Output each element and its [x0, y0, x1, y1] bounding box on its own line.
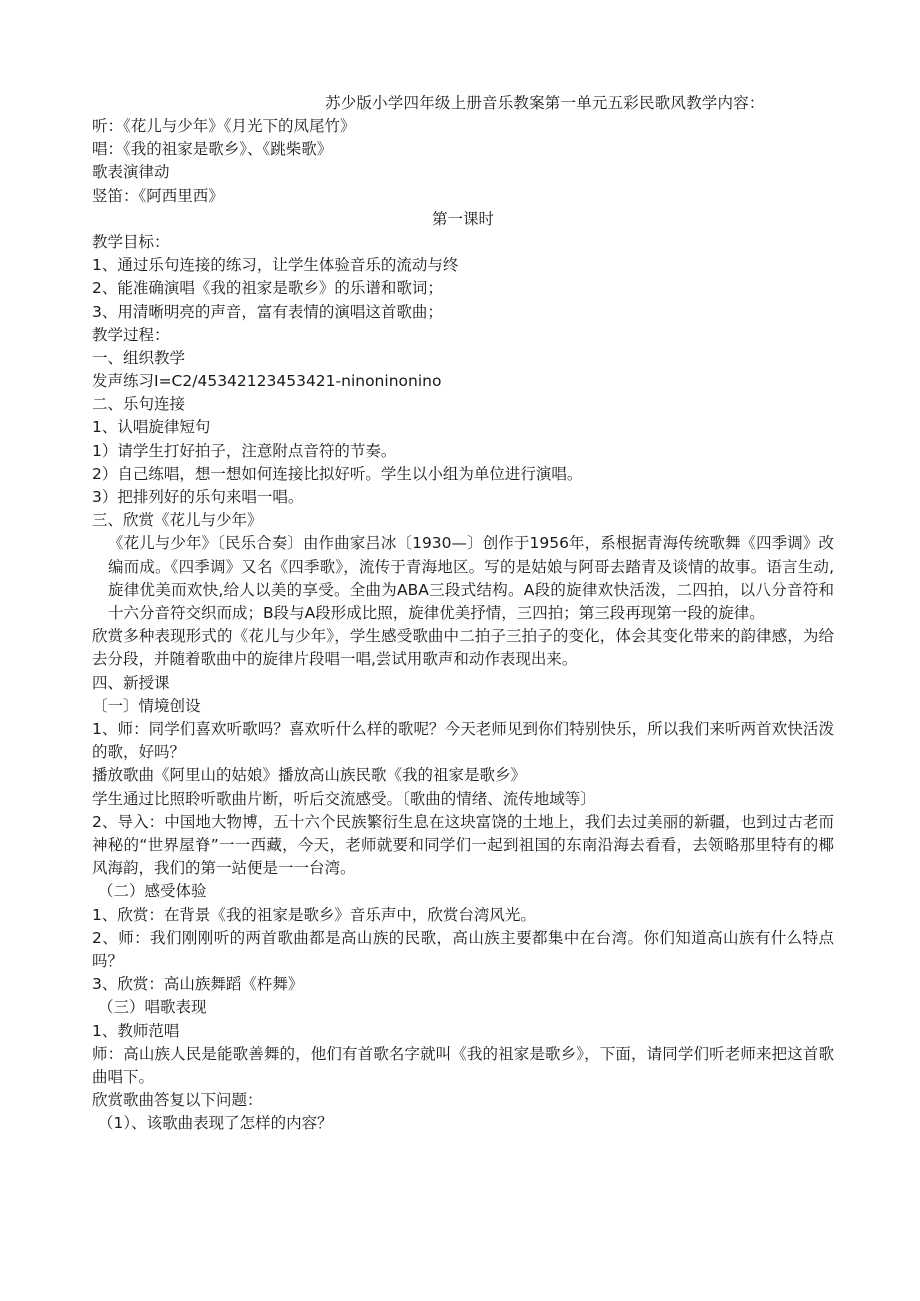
process-heading: 教学过程：	[92, 325, 170, 344]
lesson-title: 第一课时	[431, 209, 494, 228]
list-item: 2）自己练唱，想一想如何连接比拟好听。学生以小组为单位进行演唱。	[92, 464, 583, 483]
paragraph: 欣赏歌曲答复以下问题：	[92, 1091, 263, 1110]
subsection-heading: 〔一〕情境创设	[92, 696, 201, 715]
sing-line: 唱：《我的祖家是歌乡》、《跳柴歌》	[92, 140, 333, 159]
goal-item: 1、通过乐句连接的练习，让学生体验音乐的流动与终	[92, 256, 459, 275]
goal-item: 3、用清晰明亮的声音，富有表情的演唱这首歌曲；	[92, 302, 443, 321]
goal-item: 2、能准确演唱《我的祖家是歌乡》的乐谱和歌词；	[92, 279, 443, 298]
goals-heading: 教学目标：	[92, 232, 170, 251]
paragraph: 1、教师范唱	[92, 1021, 180, 1040]
paragraph: （1）、该歌曲表现了怎样的内容？	[98, 1114, 333, 1133]
paragraph: 1、欣赏：在背景《我的祖家是歌乡》音乐声中，欣赏台湾风光。	[92, 905, 536, 924]
paragraph: 师：高山族人民是能歌善舞的，他们有首歌名字就叫《我的祖家是歌乡》，下面，请同学们听老师来把这首歌曲唱下。	[92, 1044, 834, 1086]
list-item: 1、认唱旋律短句	[92, 418, 211, 437]
list-item: 1）请学生打好拍子，注意附点音符的节奏。	[92, 441, 397, 460]
paragraph: 播放歌曲《阿里山的姑娘》播放高山族民歌《我的祖家是歌乡》	[92, 766, 527, 785]
list-item: 3）把排列好的乐句来唱一唱。	[92, 488, 304, 506]
paragraph: 1、师：同学们喜欢听歌吗？喜欢听什么样的歌呢？今天老师见到你们特别快乐，所以我们来听两首欢快活泼的歌，好吗？	[92, 719, 834, 762]
vocal-practice: 发声练习I=C2/45342123453421-ninoninonino	[92, 372, 442, 391]
listen-line: 听：《花儿与少年》《月光下的凤尾竹》	[92, 117, 356, 135]
section-heading: 一、组织教学	[92, 348, 186, 367]
section-heading: 二、乐句连接	[92, 395, 186, 414]
section-heading: 三、欣赏《花儿与少年》	[92, 511, 263, 530]
paragraph: 2、导入：中国地大物博，五十六个民族繁衍生息在这块富饶的土地上，我们去过美丽的新疆，也到过古老而神秘的“世界屋脊”一一西藏，今天，老师就要和同学们一起到祖国的东南沿海去看看，去领略那里特有的椰风海韵，我们的第一站便是一一台湾。	[92, 812, 834, 878]
paragraph: 欣赏多种表现形式的《花儿与少年》，学生感受歌曲中二拍子三拍子的变化，体会其变化带来的韵律感，为给去分段，并随着歌曲中的旋律片段唱一唱,尝试用歌声和动作表现出来。	[92, 627, 834, 669]
subsection-heading: （三）唱歌表现	[98, 998, 207, 1017]
document-title: 苏少版小学四年级上册音乐教案第一单元五彩民歌风教学内容：	[325, 94, 765, 112]
section-heading: 四、新授课	[92, 673, 170, 692]
flute-line: 竖笛：《阿西里西》	[92, 186, 224, 205]
document-body	[92, 115, 834, 1135]
paragraph: 学生通过比照聆听歌曲片断，听后交流感受。〔歌曲的情绪、流传地域等〕	[92, 789, 596, 808]
paragraph: 《花儿与少年》〔民乐合奏〕由作曲家吕冰〔1930—〕创作于1956年，系根据青海传统歌舞《四季调》改编而成。《四季调》又名《四季歌》，流传于青海地区。写的是姑娘与阿哥去踏青及谈情的故事。语言生动,旋律优美而欢快,给人以美的享受。全曲为ABA三段式结构。A段的旋律欢快活泼，二四拍，以八分音符和十六分音符交织而成；B段与A段形成比照，旋律优美抒情，三四拍；第三段再现第一段的旋律。	[108, 534, 834, 622]
perform-line: 歌表演律动	[92, 163, 170, 182]
paragraph: 3、欣赏：高山族舞蹈《杵舞》	[92, 975, 304, 994]
paragraph: 2、师：我们刚刚听的两首歌曲都是高山族的民歌，高山族主要都集中在台湾。你们知道高山族有什么特点吗？	[92, 928, 834, 970]
subsection-heading: （二）感受体验	[98, 882, 207, 901]
